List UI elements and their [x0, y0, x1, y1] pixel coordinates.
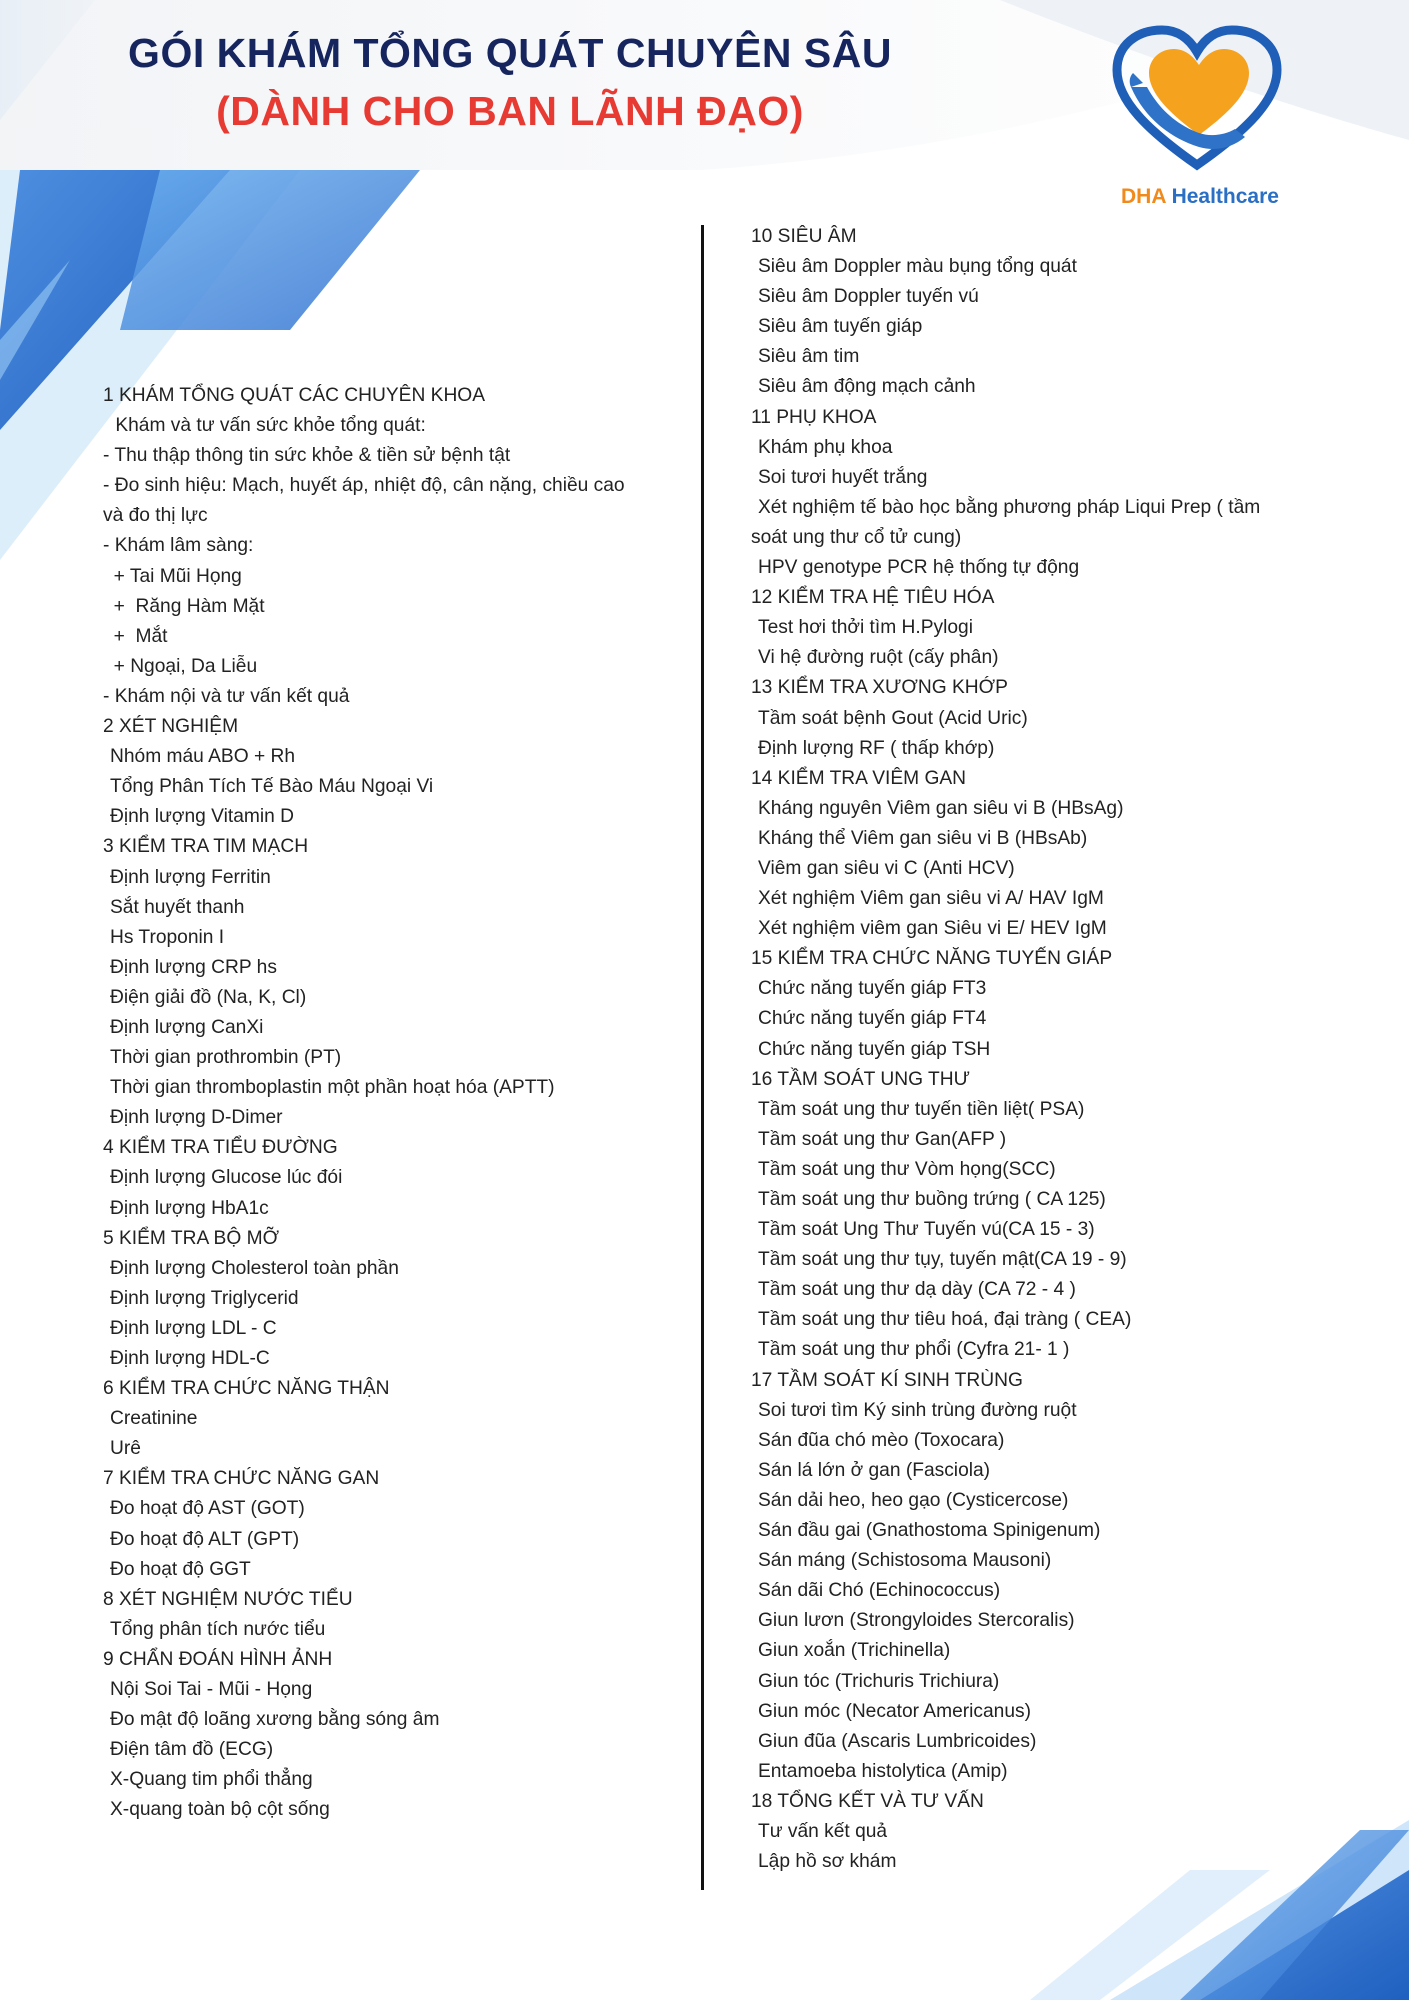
list-item: Sán máng (Schistosoma Mausoni): [758, 1550, 1052, 1572]
list-item: Soi tươi tìm Ký sinh trùng đường ruột: [758, 1399, 1077, 1421]
list-item: Tầm soát bệnh Gout (Acid Uric): [758, 707, 1028, 729]
list-item: + Tai Mũi Họng: [103, 565, 242, 587]
list-item: Kháng nguyên Viêm gan siêu vi B (HBsAg): [758, 797, 1124, 819]
list-item: Thời gian thromboplastin một phần hoạt hóa (APTT): [110, 1077, 555, 1099]
list-item: Khám phụ khoa: [758, 436, 893, 458]
list-item: - Đo sinh hiệu: Mạch, huyết áp, nhiệt độ, cân nặng, chiều cao: [103, 475, 625, 497]
list-item: Chức năng tuyến giáp FT3: [758, 978, 987, 1000]
list-item: Vi hệ đường ruột (cấy phân): [758, 647, 999, 669]
list-item: Test hơi thởi tìm H.Pylogi: [758, 617, 973, 639]
list-item: Xét nghiệm Viêm gan siêu vi A/ HAV IgM: [758, 888, 1104, 910]
list-item: - Thu thập thông tin sức khỏe & tiền sử bệnh tật: [103, 445, 511, 467]
list-item: Urê: [110, 1438, 141, 1460]
list-item: Sán dải heo, heo gạo (Cysticercose): [758, 1489, 1069, 1511]
list-item: Siêu âm tim: [758, 346, 860, 368]
page-title: GÓI KHÁM TỔNG QUÁT CHUYÊN SÂU: [128, 30, 892, 76]
list-item: Giun móc (Necator Americanus): [758, 1700, 1031, 1722]
list-item: Kháng thể Viêm gan siêu vi B (HBsAb): [758, 827, 1088, 849]
list-item: Chức năng tuyến giáp FT4: [758, 1008, 987, 1030]
section-heading: 11 PHỤ KHOA: [751, 406, 877, 428]
list-item: + Mắt: [103, 625, 168, 647]
list-item: Viêm gan siêu vi C (Anti HCV): [758, 857, 1015, 879]
section-heading: 15 KIỂM TRA CHỨC NĂNG TUYẾN GIÁP: [751, 948, 1113, 970]
section-heading: 16 TẦM SOÁT UNG THƯ: [751, 1068, 970, 1090]
list-item: Tầm soát ung thư dạ dày (CA 72 - 4 ): [758, 1279, 1076, 1301]
list-item: Xét nghiệm tế bào học bằng phương pháp Liqui Prep ( tầm: [758, 496, 1261, 518]
list-item: Tầm soát ung thư tụy, tuyến mật(CA 19 - 9): [758, 1249, 1127, 1271]
list-item: Siêu âm động mạch cảnh: [758, 376, 976, 398]
list-item: Sán lá lớn ở gan (Fasciola): [758, 1459, 991, 1481]
list-item: Đo hoạt độ AST (GOT): [110, 1498, 305, 1520]
section-heading: 9 CHẨN ĐOÁN HÌNH ẢNH: [103, 1648, 333, 1670]
section-heading: 5 KIỂM TRA BỘ MỠ: [103, 1227, 280, 1249]
section-heading: 18 TỔNG KẾT VÀ TƯ VẤN: [751, 1790, 984, 1812]
list-item: Siêu âm tuyến giáp: [758, 316, 923, 338]
list-item: Siêu âm Doppler màu bụng tổng quát: [758, 256, 1077, 278]
list-item: Lập hồ sơ khám: [758, 1851, 897, 1873]
list-item: Creatinine: [110, 1408, 198, 1430]
section-heading: 7 KIỂM TRA CHỨC NĂNG GAN: [103, 1468, 380, 1490]
section-heading: 12 KIỂM TRA HỆ TIÊU HÓA: [751, 587, 995, 609]
list-item: Sán đũa chó mèo (Toxocara): [758, 1429, 1005, 1451]
column-divider: [701, 225, 704, 1890]
list-item: Định lượng CRP hs: [110, 956, 277, 978]
list-item: Định lượng Triglycerid: [110, 1287, 299, 1309]
list-item: Tầm soát ung thư buồng trứng ( CA 125): [758, 1189, 1106, 1210]
list-item: Nhóm máu ABO + Rh: [110, 746, 296, 768]
section-heading: 3 KIỂM TRA TIM MẠCH: [103, 836, 309, 858]
section-heading: 14 KIỂM TRA VIÊM GAN: [751, 767, 967, 789]
list-item: Chức năng tuyến giáp TSH: [758, 1038, 991, 1060]
list-item: Sán đầu gai (Gnathostoma Spinigenum): [758, 1520, 1101, 1542]
list-item: Tầm soát ung thư tiêu hoá, đại tràng ( CEA): [758, 1309, 1132, 1331]
list-item: Sắt huyết thanh: [110, 896, 245, 918]
list-item: Định lượng Glucose lúc đói: [110, 1167, 343, 1189]
list-item: Hs Troponin I: [110, 926, 225, 948]
list-item: Giun tóc (Trichuris Trichiura): [758, 1670, 1000, 1692]
list-item: + Ngoại, Da Liễu: [103, 655, 258, 677]
list-item: Điện giải đồ (Na, K, Cl): [110, 986, 307, 1008]
list-item: - Khám nội và tư vấn kết quả: [103, 685, 350, 707]
list-item: Định lượng Ferritin: [110, 866, 271, 888]
list-item: Tư vấn kết quả: [758, 1820, 888, 1842]
list-item: Đo hoạt độ ALT (GPT): [110, 1528, 300, 1550]
section-heading: 6 KIỂM TRA CHỨC NĂNG THẬN: [103, 1378, 390, 1400]
list-item: Tầm soát ung thư Vòm họng(SCC): [758, 1158, 1056, 1180]
list-item: soát ung thư cổ tử cung): [751, 526, 962, 548]
list-item: Định lượng D-Dimer: [110, 1107, 283, 1129]
list-item: Giun đũa (Ascaris Lumbricoides): [758, 1730, 1037, 1752]
section-heading: 4 KIỂM TRA TIỂU ĐƯỜNG: [103, 1137, 338, 1159]
list-item: Định lượng RF ( thấp khớp): [758, 737, 995, 759]
list-item: Định lượng HDL-C: [110, 1348, 270, 1369]
list-item: Đo hoạt độ GGT: [110, 1558, 251, 1580]
list-item: Định lượng LDL - C: [110, 1317, 277, 1339]
list-item: Siêu âm Doppler tuyến vú: [758, 286, 979, 308]
list-item: Giun xoắn (Trichinella): [758, 1640, 951, 1662]
brand-name-part2: Healthcare: [1171, 185, 1279, 208]
list-item: Sán dãi Chó (Echinococcus): [758, 1580, 1001, 1602]
list-item: Tầm soát ung thư Gan(AFP ): [758, 1128, 1007, 1150]
list-item: Tầm soát Ung Thư Tuyến vú(CA 15 - 3): [758, 1219, 1095, 1241]
list-item: Giun lươn (Strongyloides Stercoralis): [758, 1610, 1075, 1632]
list-item: Đo mật độ loãng xương bằng sóng âm: [110, 1709, 440, 1731]
list-item: + Răng Hàm Mặt: [103, 595, 265, 617]
section-heading: 1 KHÁM TỔNG QUÁT CÁC CHUYÊN KHOA: [103, 385, 486, 406]
section-heading: 2 XÉT NGHIỆM: [103, 716, 239, 738]
brand-name: [1095, 185, 1305, 209]
list-item: và đo thị lực: [103, 505, 208, 527]
list-item: Định lượng Cholesterol toàn phần: [110, 1257, 399, 1279]
list-item: Entamoeba histolytica (Amip): [758, 1760, 1008, 1782]
list-item: Soi tươi huyết trắng: [758, 466, 928, 488]
page-subtitle: (DÀNH CHO BAN LÃNH ĐẠO): [216, 88, 804, 134]
brand-logo: [1095, 25, 1305, 210]
list-item: Tổng phân tích nước tiểu: [110, 1618, 326, 1640]
list-item: HPV genotype PCR hệ thống tự động: [758, 557, 1080, 579]
list-item: Định lượng Vitamin D: [110, 806, 294, 828]
brand-name-part1: DHA: [1121, 185, 1166, 208]
heart-hand-logo-icon: [1107, 25, 1287, 175]
right-column: [751, 222, 1311, 1877]
list-item: X-quang toàn bộ cột sống: [110, 1799, 330, 1821]
list-item: Tầm soát ung thư tuyến tiền liệt( PSA): [758, 1098, 1085, 1120]
section-heading: 8 XÉT NGHIỆM NƯỚC TIỂU: [103, 1588, 353, 1610]
list-item: Thời gian prothrombin (PT): [110, 1047, 342, 1069]
section-heading: 10 SIÊU ÂM: [751, 226, 857, 247]
list-item: Nội Soi Tai - Mũi - Họng: [110, 1679, 313, 1701]
left-column: [103, 381, 663, 1826]
list-item: Xét nghiệm viêm gan Siêu vi E/ HEV IgM: [758, 918, 1107, 940]
list-item: Định lượng CanXi: [110, 1016, 264, 1038]
list-item: - Khám lâm sàng:: [103, 535, 254, 557]
section-heading: 17 TẦM SOÁT KÍ SINH TRÙNG: [751, 1369, 1023, 1391]
header: [0, 0, 1409, 208]
list-item: Khám và tư vấn sức khỏe tổng quát:: [110, 415, 426, 437]
section-heading: 13 KIỂM TRA XƯƠNG KHỚP: [751, 677, 1008, 699]
list-item: Tổng Phân Tích Tế Bào Máu Ngoại Vi: [110, 776, 434, 798]
list-item: Điện tâm đồ (ECG): [110, 1739, 274, 1761]
list-item: Định lượng HbA1c: [110, 1197, 269, 1219]
list-item: X-Quang tim phổi thẳng: [110, 1769, 313, 1791]
list-item: Tầm soát ung thư phổi (Cyfra 21- 1 ): [758, 1339, 1070, 1361]
